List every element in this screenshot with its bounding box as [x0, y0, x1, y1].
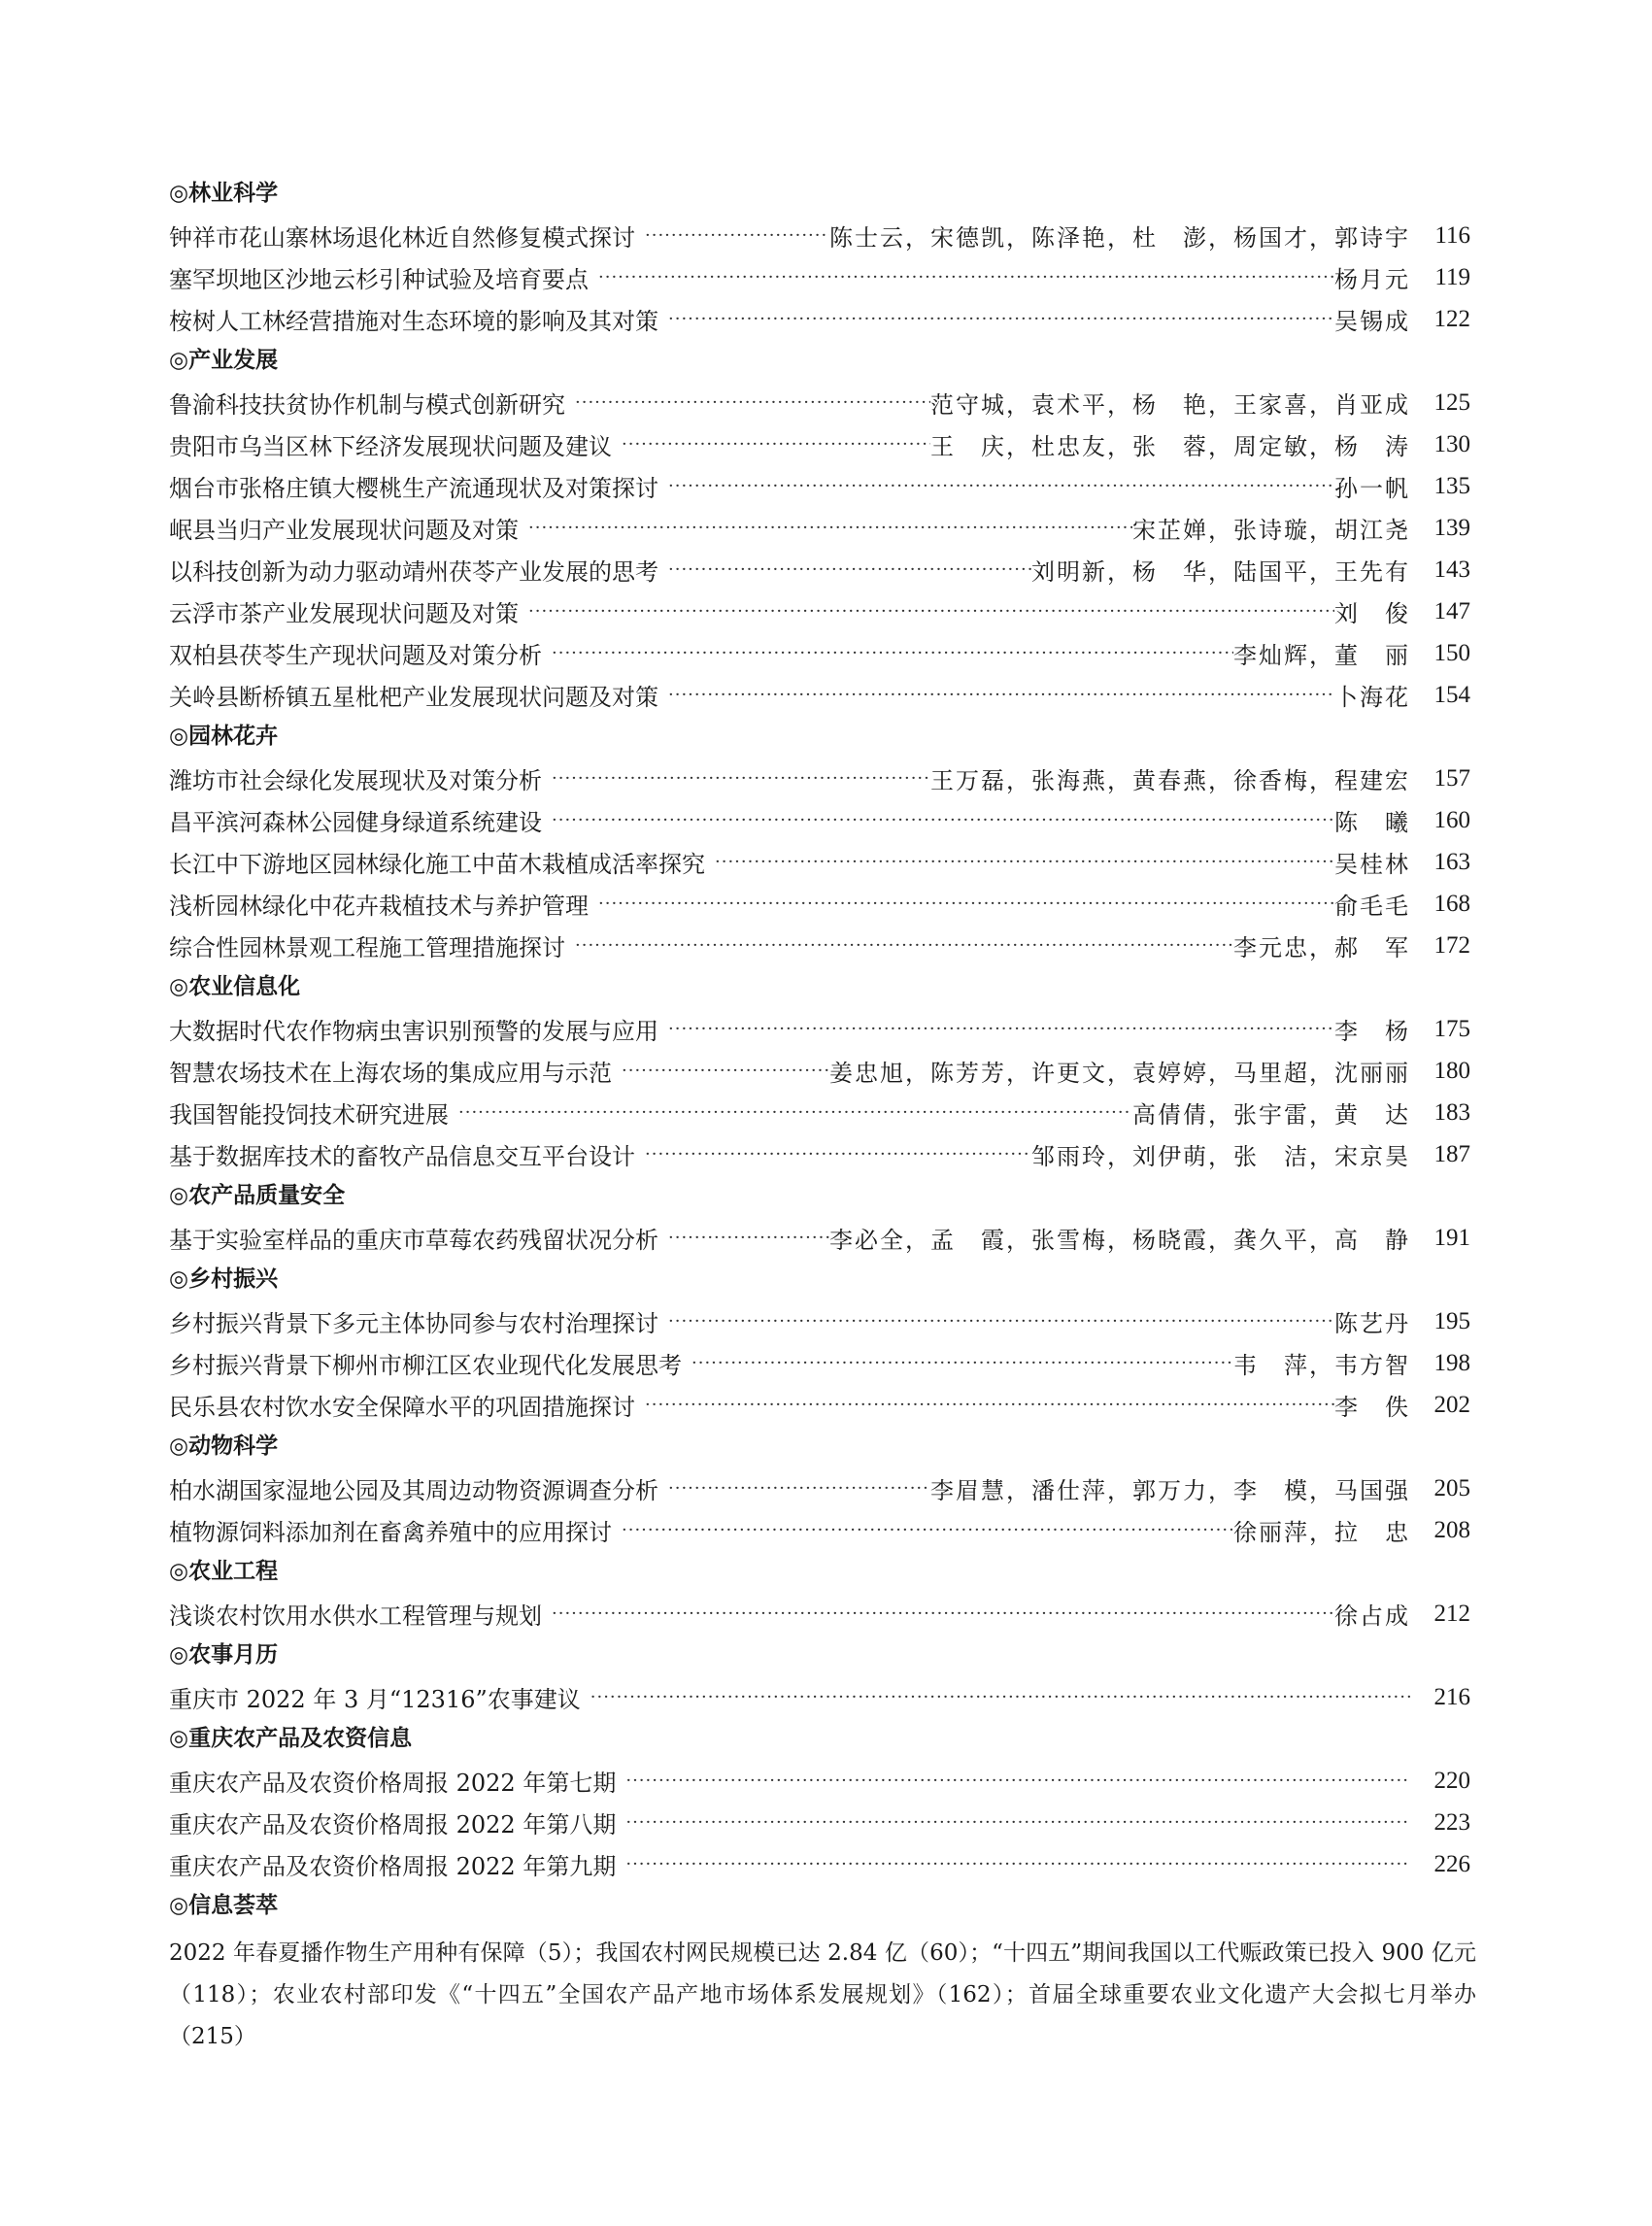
page-number: 157	[1433, 764, 1470, 792]
article-title: 重庆农产品及农资价格周报 2022 年第七期	[169, 1770, 617, 1797]
article-authors: 陈艺丹	[1334, 1310, 1410, 1337]
article-title: 民乐县农村饮水安全保障水平的巩固措施探讨	[169, 1394, 635, 1421]
article-authors: 李元忠，郝 军	[1233, 934, 1410, 961]
page-number: 147	[1433, 597, 1470, 624]
toc-entry[interactable]	[169, 799, 1470, 841]
dot-leader	[658, 476, 1334, 496]
dot-leader	[635, 225, 829, 246]
page-number: 154	[1433, 681, 1470, 708]
article-title: 贵阳市乌当区林下经济发展现状问题及建议	[169, 433, 612, 460]
page-number: 119	[1434, 263, 1470, 290]
page-number: 139	[1433, 514, 1470, 541]
dot-leader	[635, 1395, 1334, 1415]
toc-entry[interactable]	[169, 1467, 1470, 1509]
article-authors: 范守城，袁术平，杨 艳，王家喜，肖亚成	[930, 391, 1410, 419]
page-number: 163	[1433, 848, 1470, 875]
article-authors: 卜海花	[1334, 684, 1410, 711]
toc-entry[interactable]	[169, 298, 1470, 340]
toc-entry[interactable]	[169, 1802, 1470, 1843]
page-number: 122	[1433, 305, 1470, 332]
toc-entry[interactable]	[169, 590, 1470, 632]
toc-entry[interactable]	[169, 1509, 1470, 1551]
toc-entry[interactable]	[169, 215, 1470, 256]
article-title: 重庆市 2022 年 3 月“12316”农事建议	[169, 1686, 581, 1713]
article-authors: 徐占成	[1334, 1602, 1410, 1630]
dot-leader	[616, 1812, 1410, 1833]
toc-entry[interactable]	[169, 1133, 1470, 1175]
page-number: 220	[1433, 1767, 1470, 1794]
toc-entry[interactable]	[169, 1342, 1470, 1384]
dot-leader	[589, 267, 1334, 287]
article-authors: 邹雨玲，刘伊萌，张 洁，宋京昊	[1031, 1143, 1410, 1170]
page-number: 216	[1433, 1683, 1470, 1710]
page-number: 191	[1433, 1224, 1470, 1251]
page-number: 135	[1433, 472, 1470, 499]
article-authors: 韦 萍，韦方智	[1233, 1352, 1410, 1379]
dot-leader	[658, 685, 1334, 705]
article-title: 重庆农产品及农资价格周报 2022 年第九期	[169, 1853, 617, 1880]
article-authors: 王 庆，杜忠友，张 蓉，周定敏，杨 涛	[930, 433, 1410, 460]
dot-leader	[449, 1102, 1132, 1123]
dot-leader	[542, 1603, 1334, 1624]
article-title: 双柏县茯苓生产现状问题及对策分析	[169, 642, 542, 669]
dot-leader	[658, 1478, 930, 1499]
page-number: 226	[1433, 1850, 1470, 1877]
article-authors: 李 杨	[1334, 1018, 1410, 1045]
dot-leader	[589, 894, 1334, 914]
article-title: 植物源饲料添加剂在畜禽养殖中的应用探讨	[169, 1519, 612, 1546]
dot-leader	[616, 1854, 1410, 1874]
article-authors: 刘 俊	[1334, 600, 1410, 627]
dot-leader	[565, 935, 1233, 956]
page-number: 202	[1433, 1391, 1470, 1418]
page-number: 125	[1433, 388, 1470, 416]
section-heading: ◎农事月历	[169, 1642, 279, 1668]
toc-entry[interactable]	[169, 1217, 1470, 1259]
section-heading: ◎重庆农产品及农资信息	[169, 1726, 413, 1751]
page-number: 143	[1433, 556, 1470, 583]
article-title: 重庆农产品及农资价格周报 2022 年第八期	[169, 1811, 617, 1838]
toc-entry[interactable]	[169, 465, 1470, 507]
article-title: 以科技创新为动力驱动靖州茯苓产业发展的思考	[169, 558, 658, 586]
page-number: 172	[1433, 931, 1470, 959]
dot-leader	[612, 434, 930, 455]
dot-leader	[612, 1520, 1233, 1540]
page-number: 168	[1433, 890, 1470, 917]
page-number: 160	[1433, 806, 1470, 833]
toc-entry[interactable]	[169, 549, 1470, 590]
section-heading: ◎农业信息化	[169, 974, 301, 999]
article-title: 乡村振兴背景下柳州市柳江区农业现代化发展思考	[169, 1352, 682, 1379]
dot-leader	[635, 1144, 1031, 1164]
article-title: 我国智能投饲技术研究进展	[169, 1101, 449, 1129]
dot-leader	[612, 1061, 829, 1081]
article-authors: 俞毛毛	[1334, 893, 1410, 920]
section-heading: ◎信息荟萃	[169, 1893, 279, 1918]
article-authors: 李眉慧，潘仕萍，郭万力，李 模，马国强	[930, 1477, 1410, 1504]
article-title: 桉树人工林经营措施对生态环境的影响及其对策	[169, 308, 658, 335]
article-title: 烟台市张格庄镇大樱桃生产流通现状及对策探讨	[169, 475, 658, 502]
article-authors: 孙一帆	[1334, 475, 1410, 502]
section-heading: ◎乡村振兴	[169, 1266, 279, 1292]
dot-leader	[542, 768, 930, 789]
article-authors: 陈 曦	[1334, 809, 1410, 836]
article-authors: 宋芷婵，张诗璇，胡江尧	[1132, 517, 1410, 544]
toc-entry[interactable]	[169, 1300, 1470, 1342]
page-number: 195	[1433, 1307, 1470, 1334]
article-title: 大数据时代农作物病虫害识别预警的发展与应用	[169, 1018, 658, 1045]
toc-entry[interactable]	[169, 1760, 1470, 1802]
article-title: 综合性园林景观工程施工管理措施探讨	[169, 934, 565, 961]
toc-entry[interactable]	[169, 841, 1470, 883]
article-title: 基于实验室样品的重庆市草莓农药残留状况分析	[169, 1227, 658, 1254]
section-heading: ◎林业科学	[169, 181, 279, 206]
article-title: 岷县当归产业发展现状问题及对策	[169, 517, 519, 544]
toc-entry[interactable]	[169, 1050, 1470, 1092]
article-title: 长江中下游地区园林绿化施工中苗木栽植成活率探究	[169, 851, 705, 878]
dot-leader	[658, 1228, 829, 1248]
page-number: 208	[1433, 1516, 1470, 1543]
article-title: 昌平滨河森林公园健身绿道系统建设	[169, 809, 542, 836]
section-heading: ◎产业发展	[169, 348, 279, 373]
toc-entry[interactable]	[169, 507, 1470, 549]
toc-entry[interactable]	[169, 423, 1470, 465]
dot-leader	[658, 1311, 1334, 1332]
article-title: 基于数据库技术的畜牧产品信息交互平台设计	[169, 1143, 635, 1170]
dot-leader	[658, 309, 1334, 329]
dot-leader	[658, 1019, 1334, 1039]
article-authors: 吴锡成	[1334, 308, 1410, 335]
article-title: 浅析园林绿化中花卉栽植技术与养护管理	[169, 893, 589, 920]
toc-entry[interactable]	[169, 674, 1470, 716]
page-number: 130	[1433, 430, 1470, 457]
article-title: 智慧农场技术在上海农场的集成应用与示范	[169, 1060, 612, 1087]
article-authors: 李 佚	[1334, 1394, 1410, 1421]
toc-entry[interactable]	[169, 256, 1470, 298]
toc-entry[interactable]	[169, 1008, 1470, 1050]
toc-entry[interactable]	[169, 1092, 1470, 1133]
page-number: 212	[1433, 1600, 1470, 1627]
dot-leader	[519, 601, 1334, 622]
page-number: 198	[1433, 1349, 1470, 1376]
article-title: 云浮市茶产业发展现状问题及对策	[169, 600, 519, 627]
dot-leader	[616, 1771, 1410, 1791]
dot-leader	[705, 852, 1334, 872]
article-authors: 徐丽萍，拉 忠	[1233, 1519, 1410, 1546]
section-heading: ◎园林花卉	[169, 724, 279, 749]
dot-leader	[542, 810, 1334, 830]
page-number: 205	[1433, 1474, 1470, 1501]
page-number: 116	[1434, 221, 1470, 249]
article-title: 潍坊市社会绿化发展现状及对策分析	[169, 767, 542, 794]
dot-leader	[542, 643, 1233, 663]
article-title: 乡村振兴背景下多元主体协同参与农村治理探讨	[169, 1310, 658, 1337]
toc-entry[interactable]	[169, 1843, 1470, 1885]
dot-leader	[658, 559, 1031, 580]
article-title: 塞罕坝地区沙地云杉引种试验及培育要点	[169, 266, 589, 293]
toc-entry[interactable]	[169, 382, 1470, 423]
dot-leader	[581, 1687, 1410, 1707]
section-heading: ◎农业工程	[169, 1559, 279, 1584]
page-number: 180	[1433, 1057, 1470, 1084]
toc-entry[interactable]	[169, 758, 1470, 799]
dot-leader	[682, 1353, 1233, 1373]
table-of-contents	[169, 173, 1476, 2058]
article-authors: 王万磊，张海燕，黄春燕，徐香梅，程建宏	[930, 767, 1410, 794]
toc-entry[interactable]	[169, 1384, 1470, 1426]
section-heading: ◎动物科学	[169, 1433, 279, 1459]
toc-entry[interactable]	[169, 632, 1470, 674]
article-title: 柏水湖国家湿地公园及其周边动物资源调查分析	[169, 1477, 658, 1504]
toc-entry[interactable]	[169, 883, 1470, 925]
toc-entry[interactable]	[169, 1593, 1470, 1635]
dot-leader	[519, 518, 1132, 538]
info-digest-text: 2022 年春夏播作物生产用种有保障（5）；我国农村网民规模已达 2.84 亿（60）；“十四五”期间我国以工代赈政策已投入 900 亿元（118）；农业农村部印发《“十四五”全国农产品产地市场体系发展规划》（162）；首届全球重要农业文化遗产大会拟七月举办（215）	[169, 1940, 1476, 2049]
page-number: 223	[1433, 1808, 1470, 1836]
dot-leader	[565, 392, 930, 413]
article-authors: 陈士云，宋德凯，陈泽艳，杜 澎，杨国才，郭诗宇	[829, 224, 1410, 252]
article-authors: 李必全，孟 霞，张雪梅，杨晓霞，龚久平，高 静	[829, 1227, 1410, 1254]
page-number: 183	[1433, 1098, 1470, 1126]
article-title: 浅谈农村饮用水供水工程管理与规划	[169, 1602, 542, 1630]
article-authors: 吴桂林	[1334, 851, 1410, 878]
toc-entry[interactable]	[169, 1676, 1470, 1718]
article-authors: 李灿辉，董 丽	[1233, 642, 1410, 669]
article-authors: 高倩倩，张宇雷，黄 达	[1132, 1101, 1410, 1129]
article-authors: 刘明新，杨 华，陆国平，王先有	[1031, 558, 1410, 586]
article-title: 关岭县断桥镇五星枇杷产业发展现状问题及对策	[169, 684, 658, 711]
page-number: 150	[1433, 639, 1470, 666]
page-number: 187	[1433, 1140, 1470, 1167]
article-title: 鲁渝科技扶贫协作机制与模式创新研究	[169, 391, 565, 419]
article-title: 钟祥市花山寨林场退化林近自然修复模式探讨	[169, 224, 635, 252]
toc-entry[interactable]	[169, 925, 1470, 966]
article-authors: 姜忠旭，陈芳芳，许更文，袁婷婷，马里超，沈丽丽	[829, 1060, 1410, 1087]
section-heading: ◎农产品质量安全	[169, 1183, 346, 1208]
article-authors: 杨月元	[1334, 266, 1410, 293]
page-number: 175	[1433, 1015, 1470, 1042]
